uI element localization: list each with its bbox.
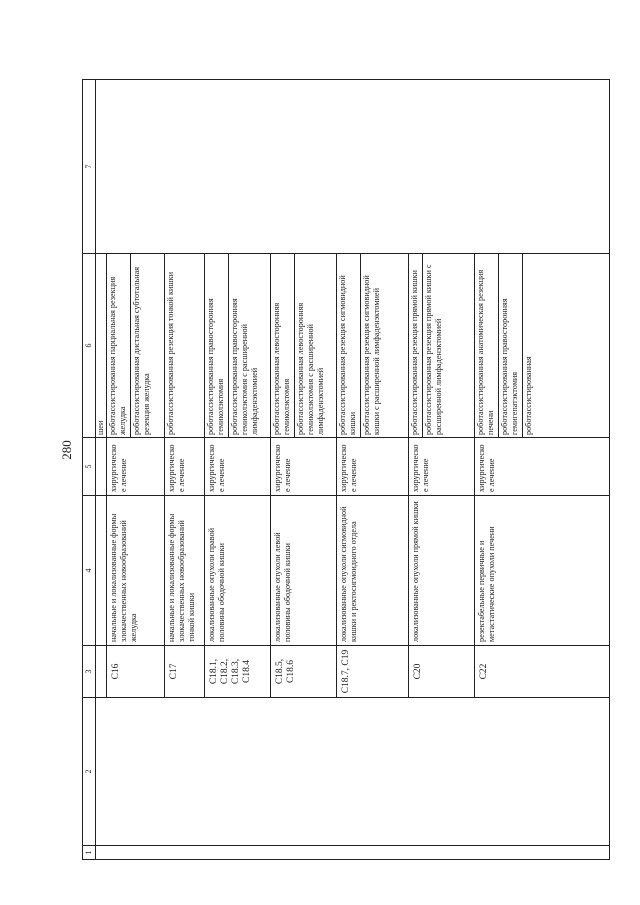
- header-col-7: 7: [83, 80, 96, 254]
- header-row: [83, 80, 96, 860]
- fragment-col4: [96, 496, 107, 646]
- page-number: 280: [59, 440, 74, 460]
- treatment-type: хирургическое лечение: [107, 438, 165, 496]
- treatment-type: хирургическое лечение: [271, 438, 337, 496]
- methods-cell: [337, 254, 409, 438]
- treatment-type: хирургическое лечение: [337, 438, 409, 496]
- icd-code: C16: [107, 646, 165, 698]
- method: роботассистированная левосторонняя гемиколэктомия: [271, 254, 295, 437]
- method: роботассистированная правосторонняя гемиколэктомия: [205, 254, 229, 437]
- method: роботассистированная дистальная субтотальная резекция желудка: [132, 266, 151, 435]
- method: роботассистированная правосторонняя гемигепатэктомия: [499, 254, 523, 437]
- icd-code: C18.5, C18.6: [271, 646, 337, 698]
- icd-code: C18.7, C19: [337, 646, 409, 698]
- fragment-row: [96, 80, 107, 860]
- method: роботассистированная анатомическая резекция печени: [475, 254, 499, 437]
- methods-cell: [409, 254, 475, 438]
- header-col-5: 5: [83, 438, 96, 496]
- treatment-type: хирургическое лечение: [475, 438, 610, 496]
- col1-cell: [96, 846, 610, 860]
- method: роботассистированная резекция тонкой кишки: [166, 272, 175, 435]
- fragment-col5: [96, 438, 107, 496]
- treatment-type: хирургическое лечение: [409, 438, 475, 496]
- diagnosis: локализованные опухоли прямой кишки: [409, 496, 475, 646]
- diagnosis: локализованные опухоли правой половины ободочной кишки: [205, 496, 271, 646]
- method: роботассистированная резекция сигмовидной кишки: [337, 254, 361, 437]
- header-col-4: 4: [83, 496, 96, 646]
- icd-code: C20: [409, 646, 475, 698]
- method: роботассистированная резекция сигмовидной кишки с расширенной лимфаденэктомией: [362, 275, 381, 435]
- rotated-table-container: [82, 80, 610, 860]
- diagnosis: начальные и локализованные формы злокачественных новообразований тонкой кишки: [165, 496, 205, 646]
- icd-code: C22: [475, 646, 610, 698]
- treatment-type: хирургическое лечение: [205, 438, 271, 496]
- methods-cell: [271, 254, 337, 438]
- diagnosis: резектабельные первичные и метастатические опухоли печени: [475, 496, 610, 646]
- method: роботассистированная левосторонняя гемиколэктомия с расширенной лимфаденэктомией: [296, 302, 325, 435]
- procedures-table: [82, 79, 610, 860]
- header-col-3: 3: [83, 646, 96, 698]
- header-col-2: 2: [83, 698, 96, 846]
- method: роботассистированная: [524, 356, 533, 435]
- col7-cell: [96, 80, 610, 254]
- col2-cell: [96, 698, 610, 846]
- fragment-col3: [96, 646, 107, 698]
- header-col-1: 1: [83, 846, 96, 860]
- treatment-type: хирургическое лечение: [165, 438, 205, 496]
- header-col-6: 6: [83, 254, 96, 438]
- method: роботассистированная резекция прямой кишки: [409, 254, 423, 437]
- fragment-text: шеи: [96, 254, 107, 438]
- icd-code: C17: [165, 646, 205, 698]
- diagnosis: начальные и локализованные формы злокачественных новообразований желудка: [107, 496, 165, 646]
- methods-cell: [107, 254, 165, 438]
- methods-cell: [165, 254, 205, 438]
- diagnosis: локализованные опухоли сигмовидной кишки и ректосигмоидного отдела: [337, 496, 409, 646]
- method: роботассистированная парциальная резекция желудка: [107, 254, 131, 437]
- icd-code: C18.1, C18.2, C18.3, C18.4: [205, 646, 271, 698]
- method: роботассистированная резекция прямой кишки с расширенной лимфаденэктомией: [424, 264, 443, 435]
- methods-cell: [205, 254, 271, 438]
- methods-cell: [475, 254, 610, 438]
- method: роботассистированная правосторонняя гемиколэктомия с расширенной лимфаденэктомией: [230, 298, 259, 435]
- diagnosis: локализованные опухоли левой половины ободочной кишки: [271, 496, 337, 646]
